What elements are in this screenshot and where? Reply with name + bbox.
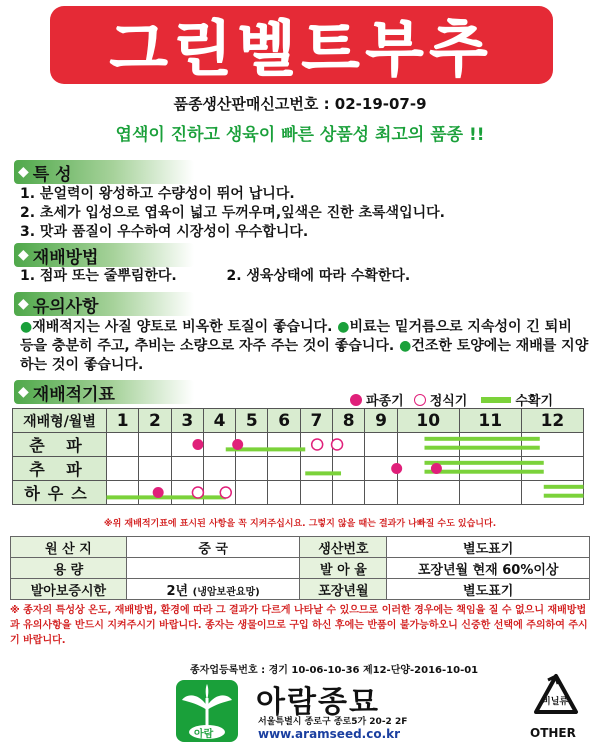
sow-dot-icon <box>350 394 362 406</box>
diamond-icon: ◆ <box>18 247 29 263</box>
calendar-row-house <box>13 481 584 505</box>
caution-p1: 재배적지는 사질 양토로 비옥한 토질이 좋습니다. <box>32 319 333 335</box>
row-label: 하우스 <box>13 481 107 505</box>
period-label: 발아보증시한 <box>11 579 127 600</box>
harvest-bar-icon <box>481 397 511 403</box>
bullet-icon: ● <box>337 319 350 335</box>
feature-line: 1. 분얼력이 왕성하고 수량성이 뛰어 납니다. <box>20 186 295 202</box>
period-value: 2년 <box>166 583 189 599</box>
recycle-top-text: 비닐류 <box>542 697 569 707</box>
recycle-mark <box>528 672 584 742</box>
company-registration: 종자업등록번호 : 경기 10-06-10-36 제12-단양-2016-10-01 <box>190 665 479 676</box>
product-title: 그린벨트부추 <box>109 15 494 85</box>
caution-p2: 비료는 밑거름으로 지속성이 긴 퇴비 등을 충분히 주고, 추비는 소량으로 자주 주는 것이 좋습니다. <box>20 319 572 354</box>
row-label: 춘 파 <box>13 433 107 457</box>
origin-value: 중 국 <box>126 537 300 558</box>
month-header: 1 <box>107 409 139 433</box>
diamond-icon: ◆ <box>18 164 29 180</box>
calendar-legend <box>350 390 553 409</box>
germ-label: 발 아 율 <box>300 558 387 579</box>
logo-text: 아람 <box>194 729 214 740</box>
feature-line: 2. 초세가 입성으로 엽육이 넓고 두꺼우며,잎색은 진한 초록색입니다. <box>20 205 445 221</box>
month-header: 2 <box>139 409 171 433</box>
cultivation-item: 1. 점파 또는 줄뿌림한다. <box>20 268 177 284</box>
pack-label: 포장년월 <box>300 579 387 600</box>
month-header: 9 <box>365 409 397 433</box>
cultivation-heading: ◆ 재배방법 <box>14 243 194 267</box>
calendar-row-autumn <box>13 457 584 481</box>
month-header: 11 <box>459 409 521 433</box>
bullet-icon: ● <box>399 338 412 354</box>
feature-line: 3. 맛과 품질이 우수하여 시장성이 우수합니다. <box>20 224 309 240</box>
calendar-header-row <box>13 409 584 433</box>
month-header: 8 <box>333 409 365 433</box>
caution-p3: 건조한 토양에는 재배를 지양하는 것이 좋습니다. <box>20 338 589 373</box>
month-header: 6 <box>268 409 300 433</box>
row-label: 추 파 <box>13 457 107 481</box>
registration-number: 품종생산판매신고번호 : 02-19-07-9 <box>173 95 427 113</box>
period-note: (냉암보관요망) <box>192 586 260 598</box>
seed-notice: ※ 종자의 특성상 온도, 재배방법, 환경에 따라 그 결과가 다르게 나타날 수 있으므로 이러한 경우에는 책임을 질 수 없으니 재배방법과 유의사항을 반드시 지켜주시기 바랍니다. 종자는 생물이므로 구입 하신 후에는 반품이 불가능하오니 신중한 선택에 주의하여 주시기 바랍니다. <box>10 605 588 646</box>
cultivation-calendar <box>12 408 584 505</box>
calendar-row-spring <box>13 433 584 457</box>
transplant-dot-icon <box>414 394 426 406</box>
calendar-heading: ◆ 재배적기표 <box>14 380 194 404</box>
prodno-label: 생산번호 <box>300 537 387 558</box>
features-list <box>20 185 590 242</box>
cultivation-text <box>20 267 590 286</box>
month-header: 3 <box>171 409 203 433</box>
features-heading: ◆ 특 성 <box>14 160 194 184</box>
volume-label: 용 량 <box>11 558 127 579</box>
month-header: 7 <box>300 409 332 433</box>
origin-label: 원 산 지 <box>11 537 127 558</box>
company-logo <box>176 680 238 742</box>
diamond-icon: ◆ <box>18 384 29 400</box>
calendar-warning: ※위 재배적기표에 표시된 사항을 꼭 지켜주십시요. 그렇지 않을 때는 결과가 나빠질 수도 있습니다. <box>103 519 497 529</box>
calendar-corner: 재배형/월별 <box>13 409 107 433</box>
company-address: 서울특별시 종로구 종로5가 20-2 2F <box>258 717 408 727</box>
pack-value: 별도표기 <box>387 579 590 600</box>
company-name: 아람종묘 <box>256 685 380 720</box>
cultivation-item: 2. 생육상태에 따라 수확한다. <box>226 268 411 284</box>
volume-value <box>126 558 300 579</box>
product-info-table <box>10 536 590 600</box>
title-banner <box>50 6 553 84</box>
period-cell <box>126 579 300 600</box>
germ-value: 포장년월 현재 60%이상 <box>387 558 590 579</box>
month-header: 10 <box>397 409 459 433</box>
bullet-icon: ● <box>20 319 33 335</box>
month-header: 4 <box>203 409 235 433</box>
prodno-value: 별도표기 <box>387 537 590 558</box>
month-header: 12 <box>521 409 583 433</box>
legend-transplant: 정식기 <box>429 394 468 409</box>
recycle-bottom-text: OTHER <box>530 726 576 740</box>
slogan: 엽색이 진하고 생육이 빠른 상품성 최고의 품종 !! <box>115 125 485 145</box>
legend-sow: 파종기 <box>366 394 404 409</box>
month-header: 5 <box>236 409 268 433</box>
diamond-icon: ◆ <box>18 296 29 312</box>
legend-harvest: 수확기 <box>515 394 554 409</box>
caution-text <box>20 318 590 375</box>
company-website[interactable]: www.aramseed.co.kr <box>258 727 401 741</box>
caution-heading: ◆ 유의사항 <box>14 292 194 316</box>
